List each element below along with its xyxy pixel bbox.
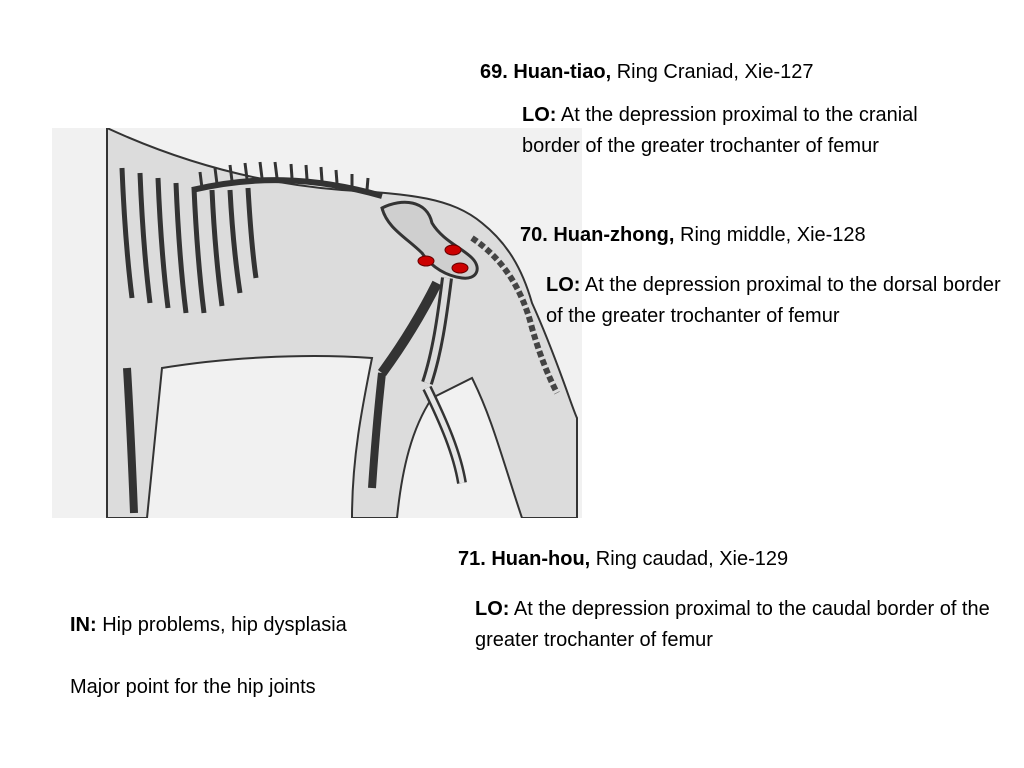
point-71-lo-label: LO: <box>475 598 510 620</box>
note: Major point for the hip joints <box>70 676 316 698</box>
indication <box>70 610 347 641</box>
point-71-name: 71. Huan-hou, <box>458 548 591 570</box>
point-71-lo-text: At the depression proximal to the caudal border of the greater trochanter of femur <box>475 598 990 651</box>
indication-text: Hip problems, hip dysplasia <box>96 614 347 636</box>
point-70-heading <box>520 220 866 251</box>
acupoint-huan-hou-marker <box>452 263 468 273</box>
dog-hindquarter-skeleton-illustration <box>52 128 582 518</box>
point-69-location <box>522 100 962 162</box>
indication-label: IN: <box>70 614 97 636</box>
point-70-subtitle: Ring middle, Xie-128 <box>674 224 866 246</box>
point-70-name: 70. Huan-zhong, <box>520 224 675 246</box>
point-69-subtitle: Ring Craniad, Xie-127 <box>611 61 814 83</box>
point-69-heading <box>480 57 813 88</box>
point-69-name: 69. Huan-tiao, <box>480 61 612 83</box>
point-70-location <box>546 270 1016 332</box>
point-69-lo-label: LO: <box>522 104 557 126</box>
point-71-heading <box>458 544 788 575</box>
point-70-lo-text: At the depression proximal to the dorsal border of the greater trochanter of femur <box>546 274 1001 327</box>
point-70-lo-label: LO: <box>546 274 581 296</box>
point-71-subtitle: Ring caudad, Xie-129 <box>590 548 789 570</box>
acupoint-huan-zhong-marker <box>445 245 461 255</box>
point-69-lo-text: At the depression proximal to the cranial border of the greater trochanter of femur <box>522 104 918 157</box>
point-71-location <box>475 594 1020 656</box>
acupoint-huan-tiao-marker <box>418 256 434 266</box>
